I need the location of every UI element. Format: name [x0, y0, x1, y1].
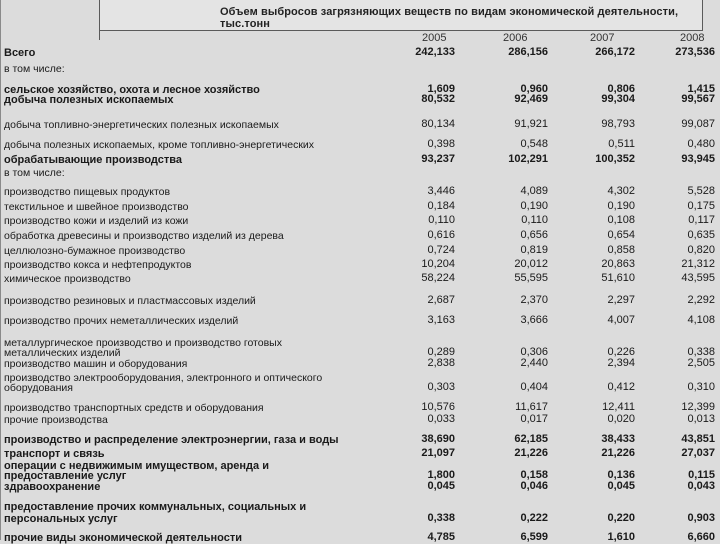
year-2007: 2007	[590, 32, 615, 44]
cell-2007: 4,302	[607, 185, 635, 197]
cell-2007: 98,793	[601, 118, 635, 130]
cell-2007: 0,190	[607, 200, 635, 212]
cell-2008: 2,505	[687, 357, 715, 369]
cell-2006: 0,017	[520, 413, 548, 425]
cell-2005: 0,303	[427, 381, 455, 393]
cell-2008: 21,312	[681, 258, 715, 270]
row-label: производство электрооборудования, электронного и оптического	[4, 372, 323, 384]
cell-2005: 21,097	[421, 447, 455, 459]
row-label: оборудования	[4, 382, 73, 394]
cell-2006: 55,595	[514, 272, 548, 284]
cell-2007: 0,108	[607, 214, 635, 226]
cell-2006: 0,819	[520, 244, 548, 256]
row-label: обрабатывающие производства	[4, 154, 182, 166]
cell-2008: 0,820	[687, 244, 715, 256]
cell-2006: 0,656	[520, 229, 548, 241]
cell-2005: 0,033	[427, 413, 455, 425]
row-label: металлургическое производство и производство готовых	[4, 337, 282, 349]
cell-2005: 93,237	[421, 153, 455, 165]
cell-2008: 5,528	[687, 185, 715, 197]
cell-2005: 0,724	[427, 244, 455, 256]
cell-2006: 2,370	[520, 294, 548, 306]
cell-2007: 0,806	[607, 83, 635, 95]
cell-2005: 3,163	[427, 314, 455, 326]
cell-2008: 0,635	[687, 229, 715, 241]
cell-2007: 21,226	[601, 447, 635, 459]
cell-2006: 0,960	[520, 83, 548, 95]
cell-2007: 0,412	[607, 381, 635, 393]
cell-2008: 0,310	[687, 381, 715, 393]
cell-2007: 51,610	[601, 272, 635, 284]
row-label: металлических изделий	[4, 347, 121, 359]
cell-2005: 10,576	[421, 401, 455, 413]
row-label: добыча полезных ископаемых	[4, 94, 174, 106]
row-label: в том числе:	[4, 167, 65, 179]
row-label: прочие виды экономической деятельности	[4, 532, 242, 544]
row-label: производство и распределение электроэнергии, газа и воды	[4, 434, 339, 446]
table-title: Объем выбросов загрязняющих веществ по видам экономической деятельности, тыс.тонн	[220, 6, 679, 30]
cell-2008: 0,903	[687, 512, 715, 524]
cell-2006: 0,046	[520, 480, 548, 492]
row-label: обработка древесины и производство изделий из дерева	[4, 230, 284, 242]
cell-2006: 2,440	[520, 357, 548, 369]
title-box	[99, 0, 703, 31]
cell-2007: 0,226	[607, 346, 635, 358]
row-label: сельское хозяйство, охота и лесное хозяйство	[4, 84, 260, 96]
cell-2005: 0,184	[427, 200, 455, 212]
cell-2007: 0,020	[607, 413, 635, 425]
cell-2008: 99,087	[681, 118, 715, 130]
row-label: добыча топливно-энергетических полезных ископаемых	[4, 119, 279, 131]
row-label: операции с недвижимым имуществом, аренда и	[4, 460, 269, 472]
row-label: текстильное и швейное производство	[4, 201, 189, 213]
cell-2005: 3,446	[427, 185, 455, 197]
row-label: производство резиновых и пластмассовых изделий	[4, 295, 256, 307]
cell-2005: 0,045	[427, 480, 455, 492]
cell-2007: 0,511	[608, 138, 635, 150]
cell-2006: 0,548	[520, 138, 548, 150]
cell-2007: 266,172	[595, 46, 635, 58]
cell-2005: 80,532	[421, 93, 455, 105]
cell-2006: 92,469	[514, 93, 548, 105]
cell-2008: 273,536	[675, 46, 715, 58]
cell-2007: 1,610	[607, 531, 635, 543]
cell-2007: 2,297	[607, 294, 635, 306]
row-label: Всего	[4, 47, 36, 59]
row-label: целлюлозно-бумажное производство	[4, 245, 186, 257]
cell-2008: 93,945	[681, 153, 715, 165]
row-label: прочие производства	[4, 414, 108, 426]
cell-2005: 0,398	[427, 138, 455, 150]
cell-2008: 0,013	[687, 413, 715, 425]
cell-2008: 0,338	[687, 346, 715, 358]
cell-2007: 2,394	[607, 357, 635, 369]
row-label: персональных услуг	[4, 513, 118, 525]
cell-2006: 21,226	[514, 447, 548, 459]
row-label: здравоохранение	[4, 481, 101, 493]
cell-2006: 62,185	[514, 433, 548, 445]
cell-2008: 0,175	[687, 200, 715, 212]
cell-2008: 43,851	[681, 433, 715, 445]
cell-2008: 43,595	[681, 272, 715, 284]
row-label: производство пищевых продуктов	[4, 186, 171, 198]
cell-2006: 0,222	[520, 512, 548, 524]
cell-2007: 100,352	[595, 153, 635, 165]
cell-2008: 0,117	[688, 214, 715, 226]
cell-2007: 4,007	[607, 314, 635, 326]
row-label: производство кокса и нефтепродуктов	[4, 259, 192, 271]
row-label: производство прочих неметаллических изделий	[4, 315, 239, 327]
row-label: предоставление услуг	[4, 470, 127, 482]
row-label: в том числе:	[4, 63, 65, 75]
cell-2006: 11,617	[515, 401, 548, 413]
cell-2008: 1,415	[687, 83, 715, 95]
cell-2008: 12,399	[681, 401, 715, 413]
cell-2005: 58,224	[421, 272, 455, 284]
row-label: добыча полезных ископаемых, кроме топливно-энергетических	[4, 139, 315, 151]
cell-2007: 20,863	[601, 258, 635, 270]
row-label: производство машин и оборудования	[4, 358, 188, 370]
cell-2007: 12,411	[602, 401, 635, 413]
cell-2005: 0,616	[427, 229, 455, 241]
divider-line	[99, 30, 100, 40]
cell-2005: 0,289	[427, 346, 455, 358]
year-2006: 2006	[503, 32, 528, 44]
cell-2006: 0,404	[520, 381, 548, 393]
cell-2005: 4,785	[427, 531, 455, 543]
cell-2006: 0,306	[520, 346, 548, 358]
cell-2005: 2,687	[427, 294, 455, 306]
year-2005: 2005	[422, 32, 447, 44]
cell-2007: 38,433	[601, 433, 635, 445]
year-2008: 2008	[680, 32, 705, 44]
cell-2005: 0,110	[428, 214, 455, 226]
row-label: производство транспортных средств и оборудования	[4, 402, 264, 414]
cell-2005: 80,134	[421, 118, 455, 130]
row-label: предоставление прочих коммунальных, социальных и	[4, 501, 307, 513]
cell-2006: 20,012	[514, 258, 548, 270]
cell-2008: 6,660	[687, 531, 715, 543]
cell-2005: 1,800	[427, 469, 455, 481]
cell-2006: 0,158	[520, 469, 548, 481]
cell-2008: 0,115	[688, 469, 715, 481]
cell-2006: 0,190	[520, 200, 548, 212]
cell-2008: 27,037	[681, 447, 715, 459]
cell-2007: 0,136	[607, 469, 635, 481]
cell-2007: 0,045	[607, 480, 635, 492]
cell-2008: 99,567	[681, 93, 715, 105]
cell-2007: 0,654	[607, 229, 635, 241]
cell-2008: 4,108	[687, 314, 715, 326]
cell-2006: 3,666	[520, 314, 548, 326]
cell-2006: 6,599	[520, 531, 548, 543]
cell-2008: 0,480	[687, 138, 715, 150]
cell-2006: 91,921	[514, 118, 548, 130]
cell-2005: 1,609	[427, 83, 455, 95]
cell-2007: 0,220	[607, 512, 635, 524]
cell-2005: 0,338	[427, 512, 455, 524]
cell-2007: 99,304	[601, 93, 635, 105]
cell-2006: 286,156	[508, 46, 548, 58]
cell-2008: 0,043	[687, 480, 715, 492]
row-label: производство кожи и изделий из кожи	[4, 215, 189, 227]
cell-2006: 4,089	[520, 185, 548, 197]
cell-2006: 0,110	[521, 214, 548, 226]
cell-2005: 10,204	[421, 258, 455, 270]
cell-2006: 102,291	[508, 153, 548, 165]
cell-2008: 2,292	[687, 294, 715, 306]
cell-2007: 0,858	[607, 244, 635, 256]
cell-2005: 2,838	[427, 357, 455, 369]
row-label: химическое производство	[4, 273, 131, 285]
cell-2005: 38,690	[421, 433, 455, 445]
cell-2005: 242,133	[415, 46, 455, 58]
row-label: транспорт и связь	[4, 448, 105, 460]
